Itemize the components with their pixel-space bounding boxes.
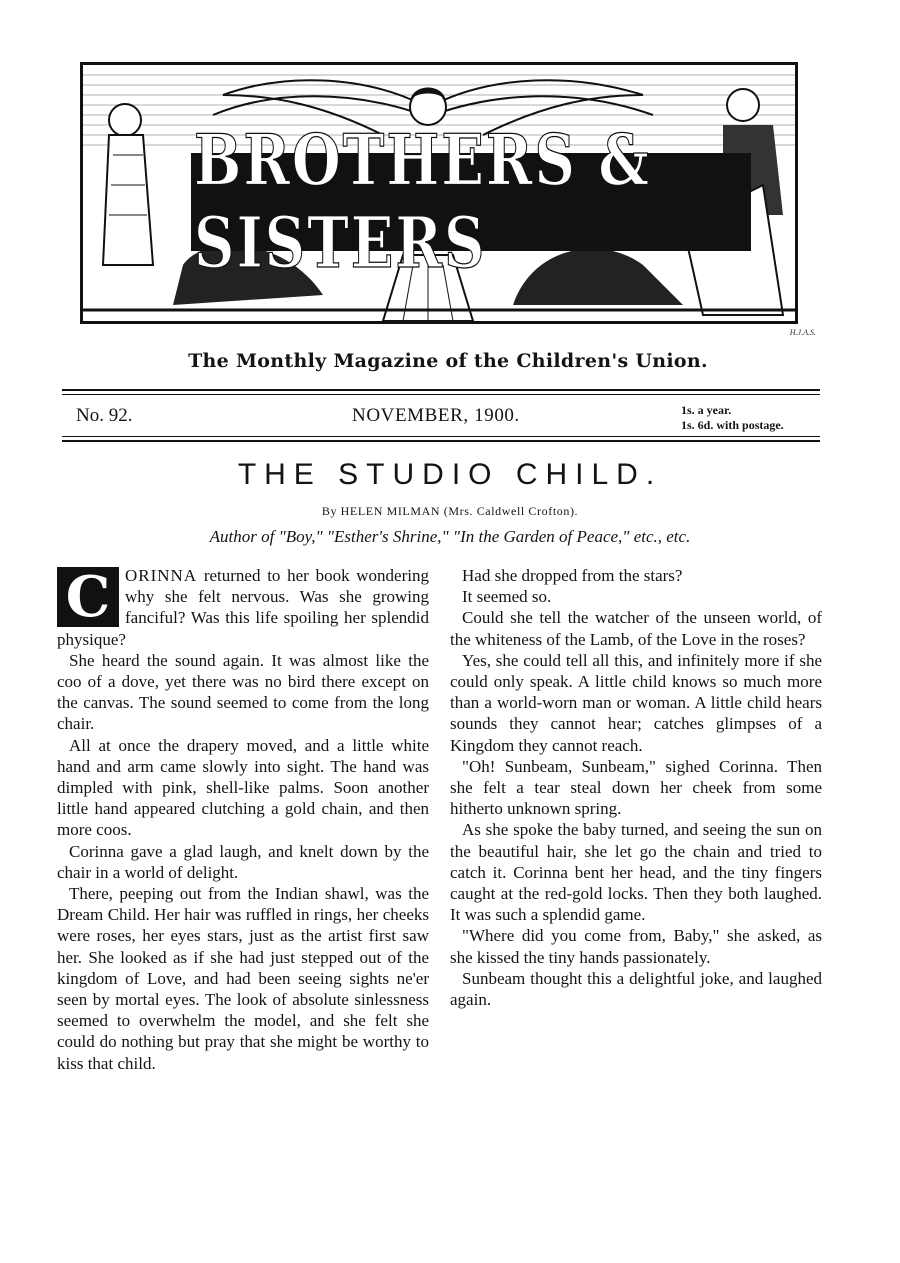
paragraph: Had she dropped from the stars? — [462, 566, 683, 585]
paragraph: Yes, she could tell all this, and infinitely more if she could only speak. A little child knows so much more than a world-worn man or woman. A little child hears sounds they cannot hear; catches glimpses of a Kingdom they cannot reach. — [450, 650, 822, 755]
paragraph: Sunbeam thought this a delightful joke, and laughed again. — [450, 968, 822, 1010]
issue-date: NOVEMBER, 1900. — [352, 405, 520, 426]
paragraph: Could she tell the watcher of the unseen world, of the whiteness of the Lamb, of the Love in the roses? — [450, 608, 822, 649]
left-column — [57, 565, 429, 1074]
masthead-title: BROTHERS & SISTERS — [194, 119, 651, 285]
bottom-rule-thin — [62, 436, 820, 437]
paragraph: It seemed so. — [462, 587, 552, 607]
engraver-signature: H.J.A.S. — [789, 328, 816, 337]
drop-cap: C — [57, 567, 119, 627]
paragraph: She heard the sound again. It was almost like the coo of a dove, yet there was no bird there except on the canvas. The sound seemed to come from the long chair. — [57, 650, 429, 734]
article-title: THE STUDIO CHILD. — [237, 458, 663, 491]
top-rule-thin — [62, 394, 820, 395]
price-line-1: 1s. a year. — [681, 403, 732, 417]
bottom-rule — [62, 440, 820, 442]
paragraph: "Where did you come from, Baby," she asked, as she kissed the tiny hands passionately. — [450, 926, 822, 967]
author-works: Author of "Boy," "Esther's Shrine," "In the Garden of Peace," etc., etc. — [209, 527, 691, 546]
paragraph — [57, 565, 429, 650]
paragraph: All at once the drapery moved, and a little white hand and arm came slowly into sight. The hand was dimpled with pink, shell-like palms. Soon another little hand appeared clutching a gold chain, and then more coos. — [57, 735, 429, 840]
subscription-price — [681, 403, 784, 433]
price-line-2: 1s. 6d. with postage. — [681, 418, 784, 432]
paragraph: There, peeping out from the Indian shawl, was the Dream Child. Her hair was ruffled in rings, her cheeks were roses, her eyes stars, just as the artist first saw her. She looked as if she had just stepped out of the kingdom of Love, and had been seeing sights ne'er seen by mortal eyes. The look of absolute sinlessness seemed to overwhelm the model, and she felt she could do nothing but pray that she might be worthy to kiss that child. — [57, 884, 429, 1073]
lead-word: ORINNA — [125, 566, 198, 585]
magazine-subtitle: The Monthly Magazine of the Children's Union. — [188, 350, 708, 372]
paragraph-text: returned to her book wondering why she felt nervous. Was she growing fanciful? Was this life spoiling her splendid physique? — [57, 566, 429, 649]
paragraph: "Oh! Sunbeam, Sunbeam," sighed Corinna. Then she felt a tear steal down her cheek from some hitherto unknown spring. — [450, 756, 822, 819]
masthead-illustration — [80, 62, 798, 324]
top-rule — [62, 389, 820, 391]
article-byline: By HELEN MILMAN (Mrs. Caldwell Crofton). — [321, 504, 579, 518]
issue-number: No. 92. — [76, 405, 133, 426]
paragraph: As she spoke the baby turned, and seeing the sun on the beautiful hair, she let go the chain and tried to catch it. Corinna bent her head, and the tiny fingers caught at the red-gold locks. Then they both laughed. It was such a splendid game. — [450, 820, 822, 925]
paragraph: Corinna gave a glad laugh, and knelt down by the chair in a world of delight. — [57, 841, 429, 882]
right-column — [450, 565, 822, 1010]
masthead-title-banner — [191, 119, 751, 285]
